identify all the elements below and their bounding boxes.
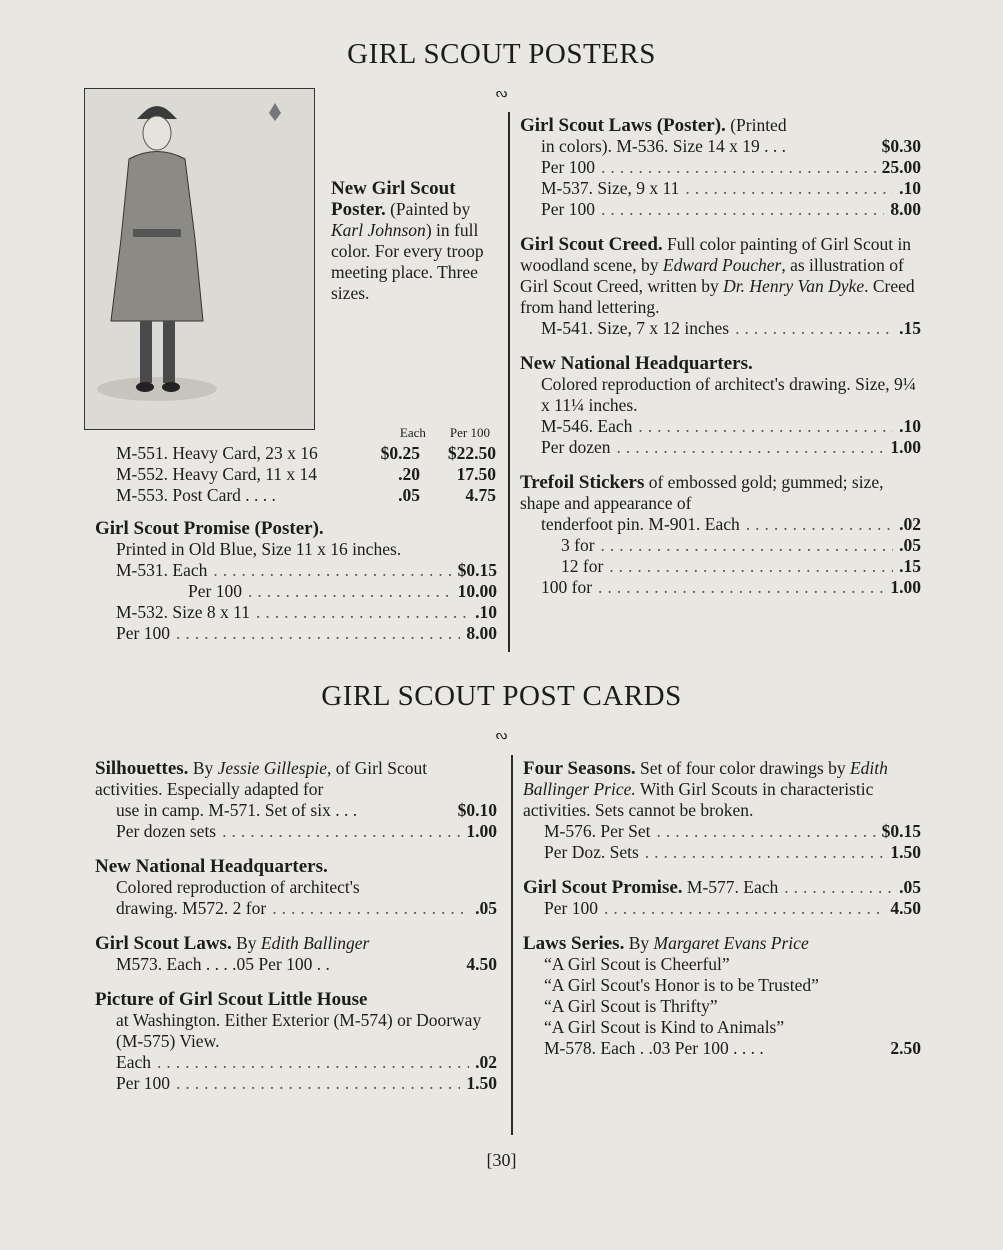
poster-description: New Girl Scout Poster. (Painted by Karl Johnson) in full color. For every troop meeting place. Three sizes. — [331, 178, 484, 303]
laws-series-item: Laws Series. By Margaret Evans Price “A Girl Scout is Cheerful” “A Girl Scout's Honor is to be Trusted” “A Girl Scout is Thrifty” “A Girl Scout is Kind to Animals” M-578. Each . .03 Per 100 . . . . 2.50 — [523, 933, 921, 1058]
column-divider — [511, 755, 513, 1135]
postcards-right-column — [523, 758, 921, 1073]
table-row: M-552. Heavy Card, 11 x 14 .20 17.50 — [116, 464, 496, 484]
poster-illustration — [84, 88, 315, 430]
section-title-posters: GIRL SCOUT POSTERS — [347, 38, 656, 70]
trefoil-item: Trefoil Stickers of embossed gold; gummed; size, shape and appearance of tenderfoot pin. M-901. Each ..... .02 3 for ..... .05 12 for ..... .15 100 for ..... 1.00 — [520, 472, 921, 598]
poster-title: New Girl Scout Poster. — [331, 178, 456, 220]
page-number: [30] — [486, 1150, 517, 1170]
four-seasons-item: Four Seasons. Set of four color drawings by Edith Ballinger Price. With Girl Scouts in characteristic activities. Sets cannot be broken. M-576. Per Set ..... $0.15 Per Doz. Sets ..... 1.50 — [523, 758, 921, 863]
right-poster-column — [520, 115, 921, 612]
promise-poster-section: Girl Scout Promise (Poster). Printed in Old Blue, Size 11 x 16 inches. M-531. Each ..... $0.15 Per 100 ..... 10.00 M-532. Size 8 x 11 ..... .10 Per 100 ..... 8.00 — [95, 518, 497, 644]
hq-poster-item: New National Headquarters. Colored reproduction of architect's drawing. Size, 9¼ x 11¼ inches. M-546. Each ..... .10 Per dozen ..... 1.00 — [520, 353, 921, 458]
creed-poster-item: Girl Scout Creed. Full color painting of Girl Scout in woodland scene, by Edward Poucher, as illustration of Girl Scout Creed, written by Dr. Henry Van Dyke. Creed from hand lettering. M-541. Size, 7 x 12 inches ..... .15 — [520, 234, 921, 339]
section-title-postcards: GIRL SCOUT POST CARDS — [321, 680, 682, 712]
column-divider — [508, 112, 510, 652]
laws-poster-item: Girl Scout Laws (Poster). (Printed in colors). M-536. Size 14 x 19 . . . $0.30 Per 100 ..... 25.00 M-537. Size, 9 x 11 ..... .10 Per 100 ..... 8.00 — [520, 115, 921, 220]
poster-price-table: Each Per 100 M-551. Heavy Card, 23 x 16 $0.25 $22.50 M-552. Heavy Card, 11 x 14 .20 17.50 M-553. Post Card . . . . .05 4.75 — [116, 425, 496, 505]
promise-card-item: Girl Scout Promise. M-577. Each ..... .05 Per 100 ..... 4.50 — [523, 877, 921, 919]
little-house-item: Picture of Girl Scout Little House at Washington. Either Exterior (M-574) or Doorway (M-575) View. Each ..... .02 Per 100 ..... 1.50 — [95, 989, 497, 1094]
price-list: M-531. Each ..... $0.15 Per 100 ..... 10.00 M-532. Size 8 x 11 ..... .10 Per 100 ..... 8.00 — [95, 560, 497, 644]
ornament-icon: ᔓ — [495, 728, 508, 743]
laws-card-item: Girl Scout Laws. By Edith Ballinger M573. Each . . . .05 Per 100 . . 4.50 — [95, 933, 497, 974]
ornament-icon: ᔓ — [495, 86, 508, 101]
postcards-left-column — [95, 758, 497, 1108]
hq-card-item: New National Headquarters. Colored reproduction of architect's drawing. M572. 2 for ..... .05 — [95, 856, 497, 919]
girl-scout-figure-icon — [85, 89, 314, 429]
table-row: M-551. Heavy Card, 23 x 16 $0.25 $22.50 — [116, 443, 496, 463]
table-row: M-553. Post Card . . . . .05 4.75 — [116, 485, 496, 505]
silhouettes-item: Silhouettes. By Jessie Gillespie, of Girl Scout activities. Especially adapted for use in camp. M-571. Set of six . . . $0.10 Per dozen sets ..... 1.00 — [95, 758, 497, 842]
